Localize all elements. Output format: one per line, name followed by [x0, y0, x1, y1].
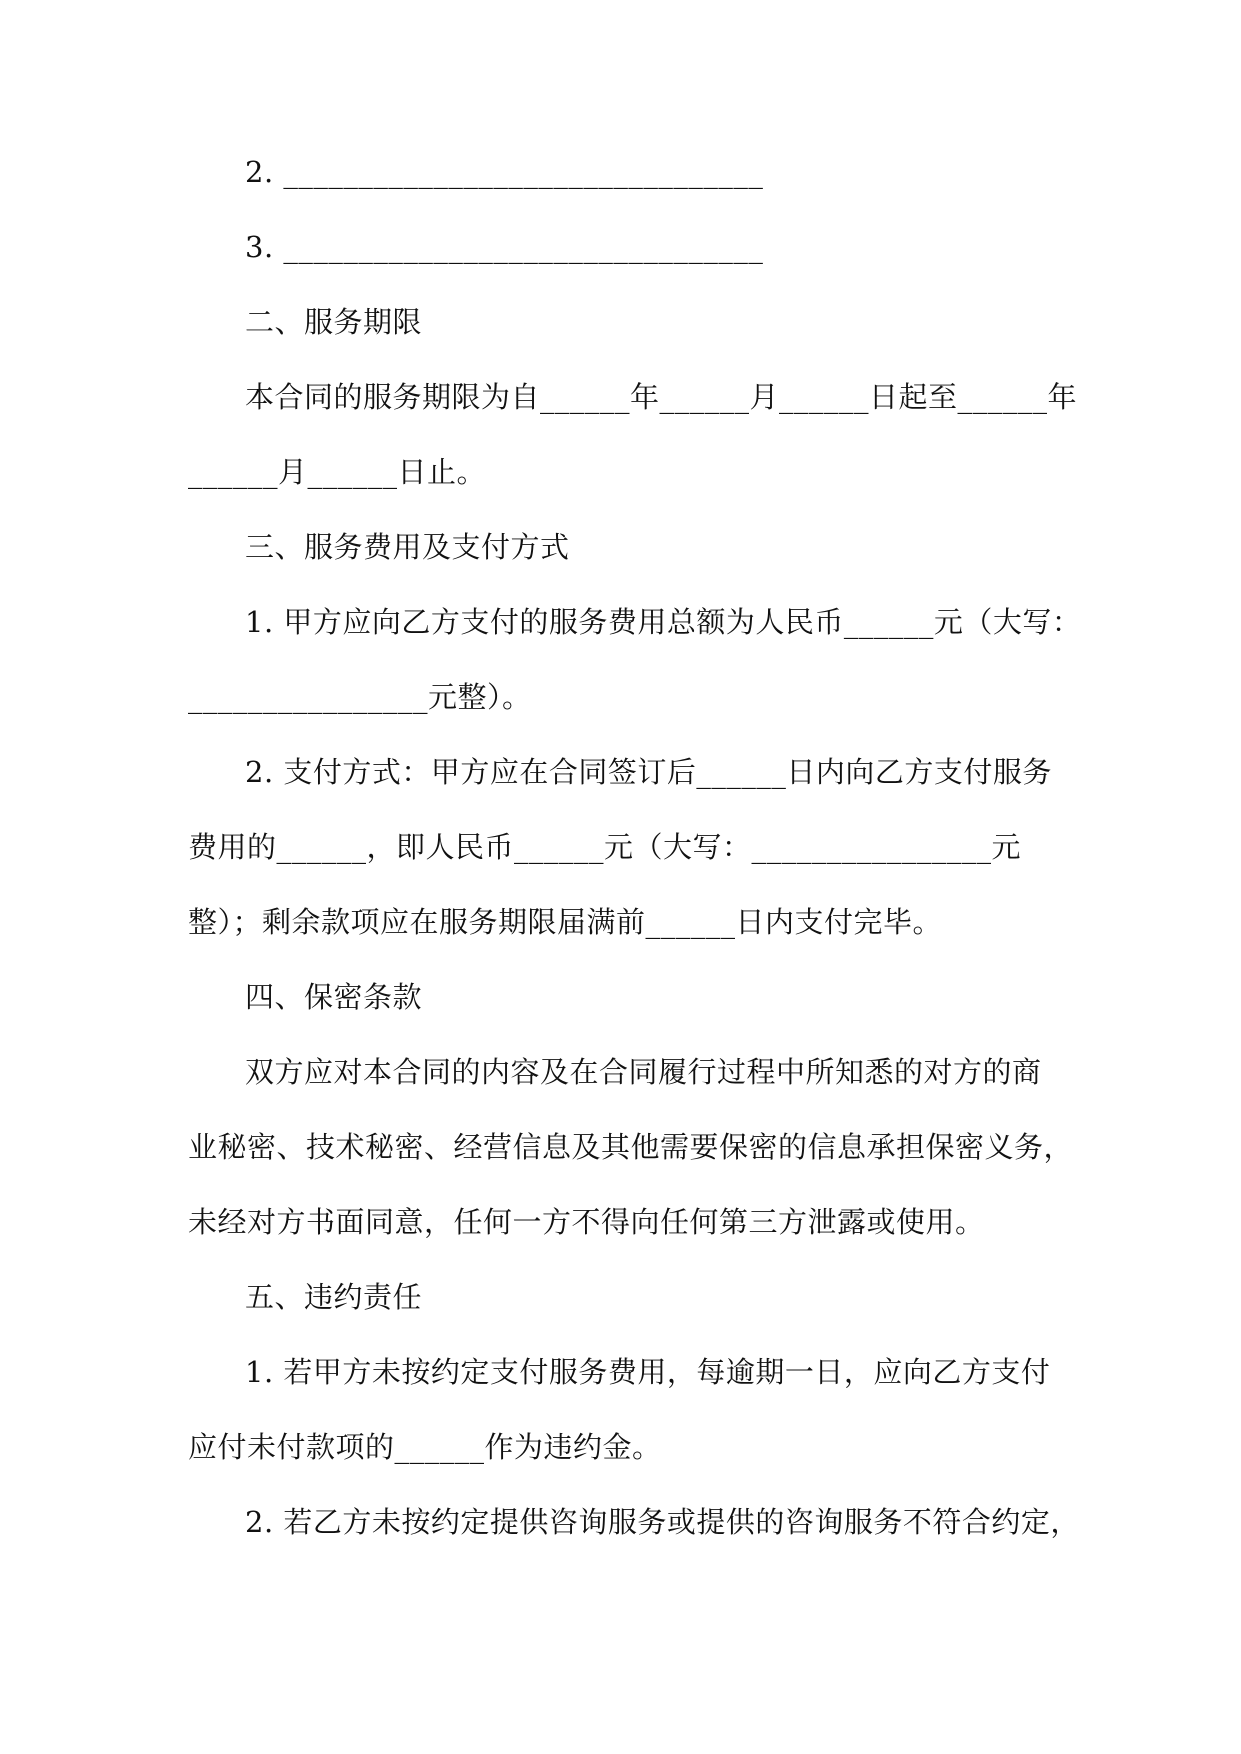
paragraph-line: 未经对方书面同意，任何一方不得向任何第三方泄露或使用。 — [188, 1205, 985, 1239]
paragraph-line: ________________元整）。 — [188, 680, 532, 714]
list-item-2: 2. ________________________________ — [245, 155, 764, 189]
paragraph-line: 1. 甲方应向乙方支付的服务费用总额为人民币______元（大写： — [245, 605, 1082, 639]
paragraph-line: 2. 若乙方未按约定提供咨询服务或提供的咨询服务不符合约定， — [245, 1505, 1080, 1539]
list-item-3: 3. ________________________________ — [245, 230, 764, 264]
paragraph-line: 双方应对本合同的内容及在合同履行过程中所知悉的对方的商 — [245, 1055, 1042, 1089]
paragraph-line: 2. 支付方式：甲方应在合同签订后______日内向乙方支付服务 — [245, 755, 1052, 789]
paragraph-line: 业秘密、技术秘密、经营信息及其他需要保密的信息承担保密义务， — [188, 1130, 1074, 1164]
paragraph-line: 应付未付款项的______作为违约金。 — [188, 1430, 662, 1464]
paragraph-line: 整）；剩余款项应在服务期限届满前______日内支付完毕。 — [188, 905, 943, 939]
paragraph-line: 本合同的服务期限为自______年______月______日起至______年 — [245, 380, 1078, 414]
section-heading-confidentiality: 四、保密条款 — [245, 980, 423, 1014]
paragraph-line: 1. 若甲方未按约定支付服务费用，每逾期一日，应向乙方支付 — [245, 1355, 1051, 1389]
section-heading-service-term: 二、服务期限 — [245, 305, 423, 339]
paragraph-line: 费用的______，即人民币______元（大写：________________元 — [188, 830, 1022, 864]
section-heading-fees: 三、服务费用及支付方式 — [245, 530, 570, 564]
paragraph-line: ______月______日止。 — [188, 455, 487, 489]
section-heading-liability: 五、违约责任 — [245, 1280, 423, 1314]
